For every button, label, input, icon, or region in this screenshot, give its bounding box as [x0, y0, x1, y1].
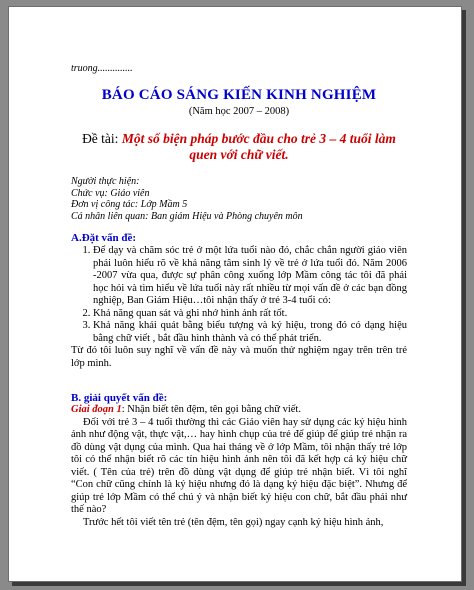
info-position: Chức vụ: Giáo viên: [71, 187, 150, 199]
section-a-conclusion: Từ đó tôi luôn suy nghĩ về vấn đề này và muốn thử nghiệm ngay trên trên trẻ lớp mình.: [71, 345, 407, 369]
list-item: 2. Khả năng quan sát và ghi nhớ hình ảnh rất tốt.: [93, 308, 407, 321]
topic-label: Đề tài:: [82, 131, 122, 146]
topic: [71, 131, 407, 162]
paragraph-1: Đối với trẻ 3 – 4 tuổi thường thì các Giáo viên hay sử dụng các ký hiệu hình ảnh như động vật, thực vật,… hay hình chụp của trẻ để giúp để giúp trẻ nhận ra đồ dùng vật dụng của mình. Qua hai tháng về ở lớp Mầm, tôi nhận thấy trẻ lớp tôi có thể nhận biết rõ các tín hiệu hình ảnh nên tôi đã kết hợp cả ký hiệu chữ viết. ( Tên của trẻ) trên đồ dùng vật dụng để giúp trẻ nhận biết. Vì tôi nghĩ “Con chữ cũng chính là ký hiệu nhưng đó là dạng ký hiệu đặc biệt”. Nhưng để giúp trẻ lớp Mầm có thể chú ý và nhận biết ký hiệu con chữ, bắt đầu phải như thế nào?: [71, 416, 407, 515]
stage-1: [71, 404, 407, 417]
school-placeholder: truong..............: [71, 63, 133, 74]
author-info: [71, 176, 407, 222]
section-b-heading: B. giải quyết vấn đề:: [71, 392, 168, 404]
report-title: BÁO CÁO SÁNG KIẾN KINH NGHIỆM: [101, 87, 377, 103]
list-item: 3. Khả năng khái quát bằng biểu tượng và ký hiệu, trong đó có dạng hiệu bằng chữ viết , bắt đầu hình thành và có thể phát triển.: [93, 320, 407, 345]
document-body: [71, 63, 407, 529]
paragraph-2: Trước hết tôi viết tên trẻ (tên đệm, tên gọi) ngay cạnh ký hiệu hình ảnh,: [83, 516, 384, 528]
info-related: Cá nhân liên quan: Ban giám Hiệu và Phòng chuyên môn: [71, 210, 303, 222]
stage-label: Giai đoạn 1: [71, 404, 122, 415]
document-page: [8, 6, 462, 582]
info-unit: Đơn vị công tác: Lớp Mầm 5: [71, 199, 188, 210]
stage-text: : Nhận biết tên đệm, tên gọi bằng chữ viết.: [121, 404, 301, 415]
topic-title: Một số biện pháp bước đầu cho trẻ 3 – 4 tuổi làm quen với chữ viết.: [121, 131, 396, 162]
list-item: 1. Để dạy và chăm sóc trẻ ở một lứa tuổi nào đó, chắc chắn người giáo viên phải luôn hiểu rõ về khả năng tâm sinh lý về trẻ ở lứa tuổi đó. Năm 2006 -2007 vừa qua, được sự phân công xuống lớp Mầm công tác tôi đã phải học hỏi và tìm hiểu về lứa tuổi này rất nhiều từ mọi vấn đề ở các bạn đồng nghiệp, Ban Giám Hiệu…tôi nhận thấy ở trẻ 3-4 tuổi có:: [93, 245, 407, 308]
info-performer: Người thực hiện:: [71, 176, 140, 187]
school-year: (Năm học 2007 – 2008): [188, 106, 290, 117]
section-a-heading: A.Đặt vấn đề:: [71, 232, 137, 244]
section-a-list: [71, 245, 407, 345]
